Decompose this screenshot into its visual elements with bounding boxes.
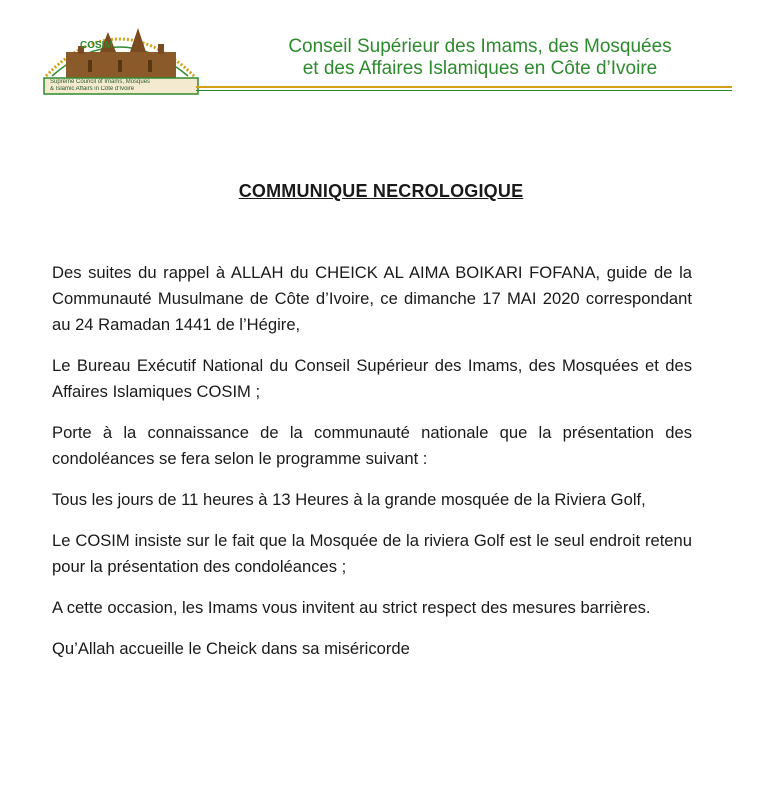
paragraph-prayer: Qu’Allah accueille le Cheick dans sa miséricorde bbox=[52, 639, 410, 658]
paragraph-schedule: Tous les jours de 11 heures à 13 Heures à la grande mosquée de la Riviera Golf, bbox=[52, 490, 646, 509]
header-divider-gold bbox=[196, 86, 732, 88]
communique-body bbox=[52, 260, 692, 677]
org-name-line-2: et des Affaires Islamiques en Côte d’Ivoire bbox=[302, 58, 658, 79]
org-name-line-1: Conseil Supérieur des Imams, des Mosquées bbox=[288, 36, 672, 57]
paragraph-location: Le COSIM insiste sur le fait que la Mosquée de la riviera Golf est le seul endroit retenu pour la présentation des condoléances ; bbox=[52, 531, 692, 576]
logo-english-line-1: Supreme Council of Imams, Mosques bbox=[50, 79, 151, 85]
paragraph-bureau: Le Bureau Exécutif National du Conseil Supérieur des Imams, des Mosquées et des Affaires Islamiques COSIM ; bbox=[52, 356, 692, 401]
paragraph-measures: A cette occasion, les Imams vous invitent au strict respect des mesures barrières. bbox=[52, 598, 651, 617]
paragraph-notice: Porte à la connaissance de la communauté nationale que la présentation des condoléances se fera selon le programme suivant : bbox=[52, 423, 692, 468]
logo-english-line-2: & Islamic Affairs in Côte d'Ivoire bbox=[50, 86, 135, 92]
header-divider-green bbox=[196, 90, 732, 91]
page-title: COMMUNIQUE NECROLOGIQUE bbox=[238, 181, 524, 201]
paragraph-announcement: Des suites du rappel à ALLAH du CHEICK AL AIMA BOIKARI FOFANA, guide de la Communauté Musulmane de Côte d’Ivoire, ce dimanche 17 MAI 2020 correspondant au 24 Ramadan 1441 de l’Hégire, bbox=[52, 263, 692, 334]
cosim-logo bbox=[38, 16, 203, 100]
logo-acronym: COSIM bbox=[80, 40, 113, 51]
letterhead bbox=[0, 0, 762, 110]
